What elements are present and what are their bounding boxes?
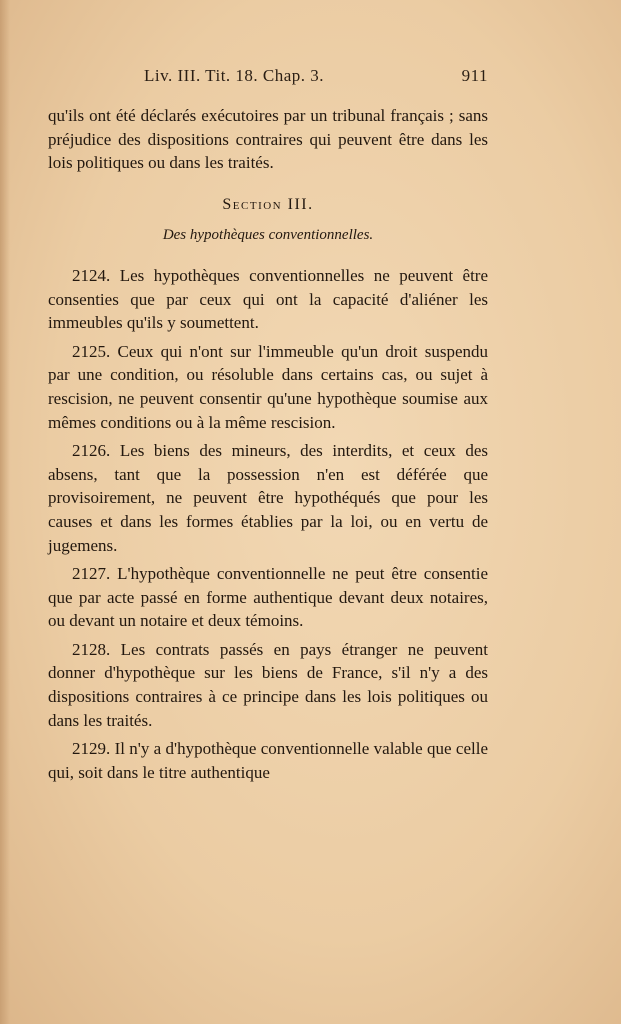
section-subtitle: Des hypothèques conventionnelles. [162,227,374,244]
section-title: Section III. [222,195,314,213]
page-edge-shadow [0,0,10,1024]
article-text: Il n'y a d'hypothèque conventionnelle valable que celle qui, soit dans le titre authentique [48,739,489,782]
article-number: 2126. [72,441,111,461]
article-text: Les biens des mineurs, des interdits, et ceux des absens, tant que la possession n'en est déférée que provisoirement, ne peuvent être hypothéqués que pour les causes et dans les formes établies par la loi, ou en vertu de jugemens. [48,441,488,555]
article-text: Ceux qui n'ont sur l'immeuble qu'un droit suspendu par une condition, ou résoluble dans certains cas, ou sujet à rescision, ne peuvent consentir qu'une hypothèque soumise aux mêmes conditions ou à la même rescision. [48,341,488,432]
article-number: 2129. [72,739,111,759]
article-number: 2127. [72,564,111,584]
article-number: 2128. [72,639,111,659]
article-2127 [48,562,488,633]
article-text: L'hypothèque conventionnelle ne peut être consentie que par acte passé en forme authentique devant deux notaires, ou devant un notaire et deux témoins. [48,564,488,631]
running-title: Liv. III. Tit. 18. Chap. 3. [144,66,325,85]
page-number: 911 [461,66,488,85]
article-2126 [48,439,488,557]
article-2129 [48,737,488,784]
article-2124 [48,264,488,335]
body-text [48,104,488,784]
article-2125 [48,340,488,434]
article-text: Les contrats passés en pays étranger ne peuvent donner d'hypothèque sur les biens de France, s'il n'y a des dispositions contraires à ce principe dans les lois politiques ou dans les traités. [48,639,489,730]
article-text: Les hypothèques conventionnelles ne peuvent être consenties que par ceux qui ont la capacité d'aliéner les immeubles qu'ils y soumettent. [48,265,489,333]
article-2128 [48,638,488,732]
article-number: 2124. [72,265,111,285]
opening-paragraph: qu'ils ont été déclarés exécutoires par un tribunal français ; sans préjudice des dispositions contraires qui peuvent être dans les lois politiques ou dans les traités. [48,106,488,173]
article-number: 2125. [72,341,111,361]
